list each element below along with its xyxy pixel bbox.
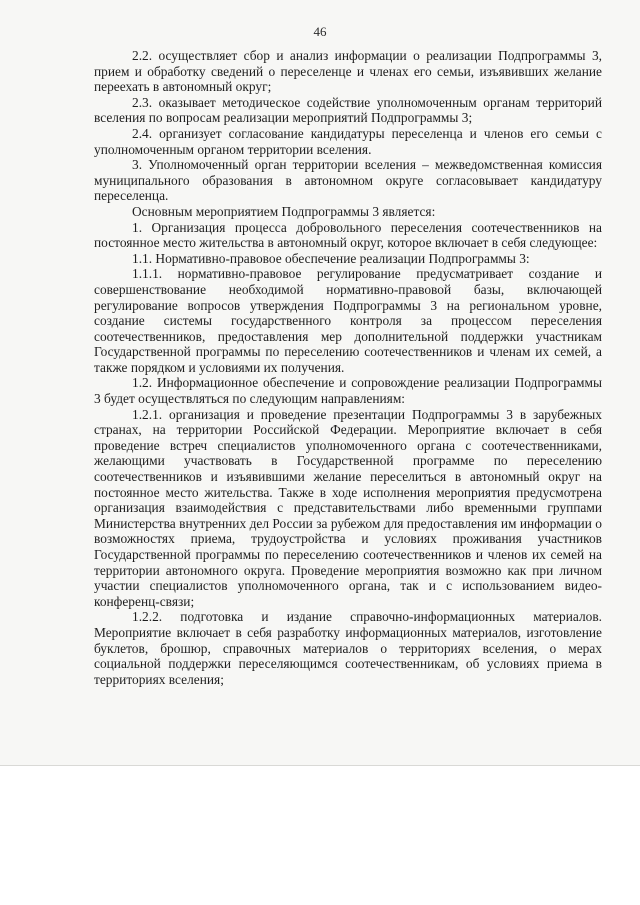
paragraph-3: 3. Уполномоченный орган территории вселения – межведомственная комиссия муниципального образования в автономном округе согласовывает кандидатуру переселенца. [94,157,602,204]
paragraph-1-1: 1.1. Нормативно-правовое обеспечение реализации Подпрограммы 3: [132,250,530,266]
paragraph-1-1-1: 1.1.1. нормативно-правовое регулирование предусматривает создание и совершенствование необходимой нормативно-правовой базы, включающей регулирование вопросов утверждения Подпрограммы 3 на региональном уровне, создание системы государственного контроля за процессом переселения соотечественников, предоставления мер дополнительной поддержки участникам Государственной программы по переселению соотечественников и членам их семей, а также порядком и условиями их получения. [94,266,602,375]
paragraph-1-2-2: 1.2.2. подготовка и издание справочно-информационных материалов. Мероприятие включает в себя разработку информационных материалов, изготовление буклетов, брошюр, справочных материалов о территориях вселения, о мерах социальной поддержки переселяющимся соотечественникам, об условиях приема в территориях вселения; [94,609,602,687]
page-number: 46 [313,24,327,39]
paragraph-2-2: 2.2. осуществляет сбор и анализ информации о реализации Подпрограммы 3, прием и обработку сведений о переселенце и членах его семьи, изъявивших желание переехать в автономный округ; [94,48,602,95]
paragraph-1-2: 1.2. Информационное обеспечение и сопровождение реализации Подпрограммы 3 будет осуществляться по следующим направлениям: [94,375,602,407]
document-body [94,48,602,687]
paragraph-2-4: 2.4. организует согласование кандидатуры переселенца и членов его семьи с уполномоченным органом территории вселения. [94,125,602,157]
paragraph-1-2-1: 1.2.1. организация и проведение презентации Подпрограммы 3 в зарубежных странах, на территории Российской Федерации. Мероприятие включает в себя проведение встреч специалистов уполномоченного органа с соотечественниками, желающими участвовать в Государственной программе по переселению соотечественников и изъявившими желание переселиться в автономный округ на постоянное место жительства. Также в ходе исполнения мероприятия предусмотрена организация взаимодействия с представительствами либо временными группами Министерства внутренних дел России за рубежом для предоставления им информации о возможностях приема, трудоустройства и условиях проживания участников Государственной программы по переселению соотечественников и членов их семей на территории автономного округа. Проведение мероприятия возможно как при личном участии специалистов уполномоченного органа, так и с использованием видео-конференц-связи; [94,406,602,609]
paragraph-1: 1. Организация процесса добровольного переселения соотечественников на постоянное место жительства в автономный округ, которое включает в себя следующее: [94,219,602,251]
paragraph-2-3: 2.3. оказывает методическое содействие уполномоченным органам территорий вселения по вопросам реализации мероприятий Подпрограммы 3; [94,94,602,126]
paragraph-main-activity: Основным мероприятием Подпрограммы 3 является: [132,203,436,219]
